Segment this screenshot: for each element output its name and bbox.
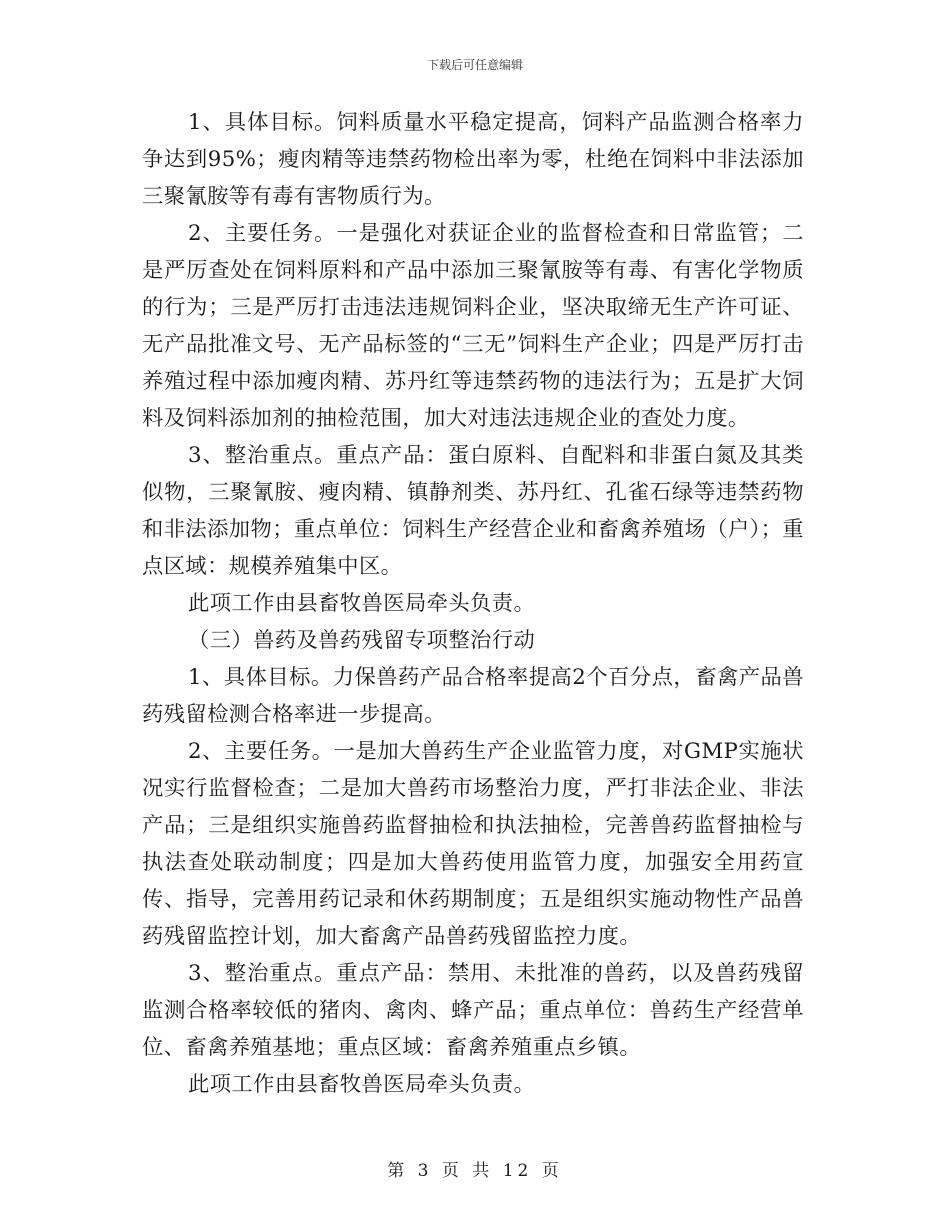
paragraph-feed-focus: 3、整治重点。重点产品：蛋白原料、自配料和非蛋白氮及其类似物，三聚氰胺、瘦肉精、镇静剂类、苏丹红、孔雀石绿等违禁药物和非法添加物；重点单位：饲料生产经营企业和畜禽养殖场（户）；重点区域：规模养殖集中区。 — [142, 443, 804, 579]
paragraph-feed-responsible: 此项工作由县畜牧兽医局牵头负责。 — [188, 591, 536, 616]
paragraph-vet-focus: 3、整治重点。重点产品：禁用、未批准的兽药，以及兽药残留监测合格率较低的猪肉、禽肉、蜂产品；重点单位：兽药生产经营单位、畜禽养殖基地；重点区域：畜禽养殖重点乡镇。 — [142, 961, 804, 1060]
paragraph-vet-target: 1、具体目标。力保兽药产品合格率提高2个百分点，畜禽产品兽药残留检测合格率进一步提高。 — [142, 665, 804, 727]
page-header: 下载后可任意编辑 — [426, 58, 523, 72]
document-body — [142, 104, 804, 1103]
section-heading-vet-drug: （三）兽药及兽药残留专项整治行动 — [188, 628, 536, 653]
paragraph-vet-responsible: 此项工作由县畜牧兽医局牵头负责。 — [188, 1072, 536, 1097]
paragraph-feed-tasks: 2、主要任务。一是强化对获证企业的监督检查和日常监管；二是严厉查处在饲料原料和产品中添加三聚氰胺等有毒、有害化学物质的行为；三是严厉打击违法违规饲料企业，坚决取缔无生产许可证、无产品批准文号、无产品标签的“三无”饲料生产企业；四是严厉打击养殖过程中添加瘦肉精、苏丹红等违禁药物的违法行为；五是扩大饲料及饲料添加剂的抽检范围，加大对违法违规企业的查处力度。 — [142, 221, 804, 431]
page-number: 第 3 页 共 12 页 — [387, 1161, 563, 1181]
paragraph-feed-target: 1、具体目标。饲料质量水平稳定提高，饲料产品监测合格率力争达到95%；瘦肉精等违禁药物检出率为零，杜绝在饲料中非法添加三聚氰胺等有毒有害物质行为。 — [142, 110, 804, 209]
paragraph-vet-tasks: 2、主要任务。一是加大兽药生产企业监管力度，对GMP实施状况实行监督检查；二是加大兽药市场整治力度，严打非法企业、非法产品；三是组织实施兽药监督抽检和执法抽检，完善兽药监督抽检与执法查处联动制度；四是加大兽药使用监管力度，加强安全用药宣传、指导，完善用药记录和休药期制度；五是组织实施动物性产品兽药残留监控计划，加大畜禽产品兽药残留监控力度。 — [142, 739, 804, 949]
